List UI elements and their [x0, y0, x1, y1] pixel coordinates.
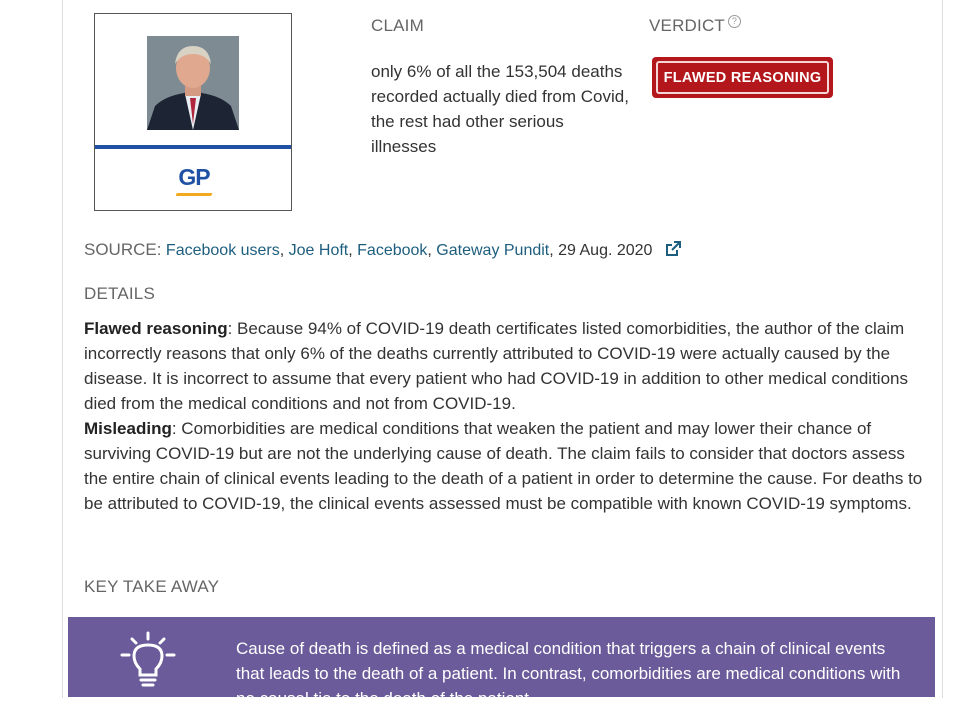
claimant-photo	[147, 36, 239, 130]
source-link-gateway-pundit[interactable]: Gateway Pundit	[436, 242, 550, 259]
help-icon[interactable]: ?	[728, 15, 741, 28]
source-link-facebook[interactable]: Facebook	[357, 242, 428, 259]
misleading-body: : Comorbidities are medical conditions that weaken the patient and may lower their chance of surviving COVID-19 but are not the underlying cause of death. The claim fails to consider that doctors assess the entire chain of clinical events leading to the death of a patient in order to determine the cause. For deaths to be attributed to COVID-19, the clinical events assessed must be compatible with known COVID-19 symptoms.	[84, 419, 923, 513]
brand-divider	[95, 145, 291, 149]
claim-text: only 6% of all the 153,504 deaths recorded actually died from Covid, the rest had other serious illnesses	[371, 62, 629, 156]
lightbulb-icon	[120, 631, 176, 691]
external-link-icon[interactable]	[665, 241, 681, 262]
gateway-pundit-logo: GP	[178, 164, 210, 190]
source-date: 29 Aug. 2020	[558, 242, 653, 259]
claimant-card	[94, 13, 292, 211]
verdict-badge	[652, 57, 833, 98]
details-heading: DETAILS	[84, 284, 155, 303]
claim-heading: CLAIM	[371, 16, 424, 35]
verdict-badge-label: FLAWED REASONING	[656, 61, 829, 94]
takeaway-box	[68, 617, 935, 708]
logo-swoosh	[175, 193, 212, 196]
details-body	[84, 316, 924, 516]
takeaway-heading: KEY TAKE AWAY	[84, 577, 220, 596]
source-link-facebook-users[interactable]: Facebook users	[165, 242, 280, 259]
source-label: SOURCE:	[84, 240, 162, 259]
flawed-reasoning-body: : Because 94% of COVID-19 death certificates listed comorbidities, the author of the claim incorrectly reasons that only 6% of the deaths currently attributed to COVID-19 were actually caused by the disease. It is incorrect to assume that every patient who had COVID-19 in addition to other medical conditions died from the medical conditions and not from COVID-19.	[84, 319, 908, 413]
misleading-title: Misleading	[84, 419, 172, 438]
source-link-joe-hoft[interactable]: Joe Hoft	[288, 242, 349, 259]
flawed-reasoning-title: Flawed reasoning	[84, 319, 228, 338]
source-line: SOURCE: Facebook users, Joe Hoft, Facebook, Gateway Pundit, 29 Aug. 2020	[84, 240, 681, 262]
verdict-heading	[649, 16, 741, 36]
takeaway-text: Cause of death is defined as a medical condition that triggers a chain of clinical events that leads to the death of a patient. In contrast, comorbidities are medical conditions with no causal tie to the death of the patient.	[236, 639, 901, 708]
verdict-heading-text: VERDICT	[649, 16, 726, 35]
